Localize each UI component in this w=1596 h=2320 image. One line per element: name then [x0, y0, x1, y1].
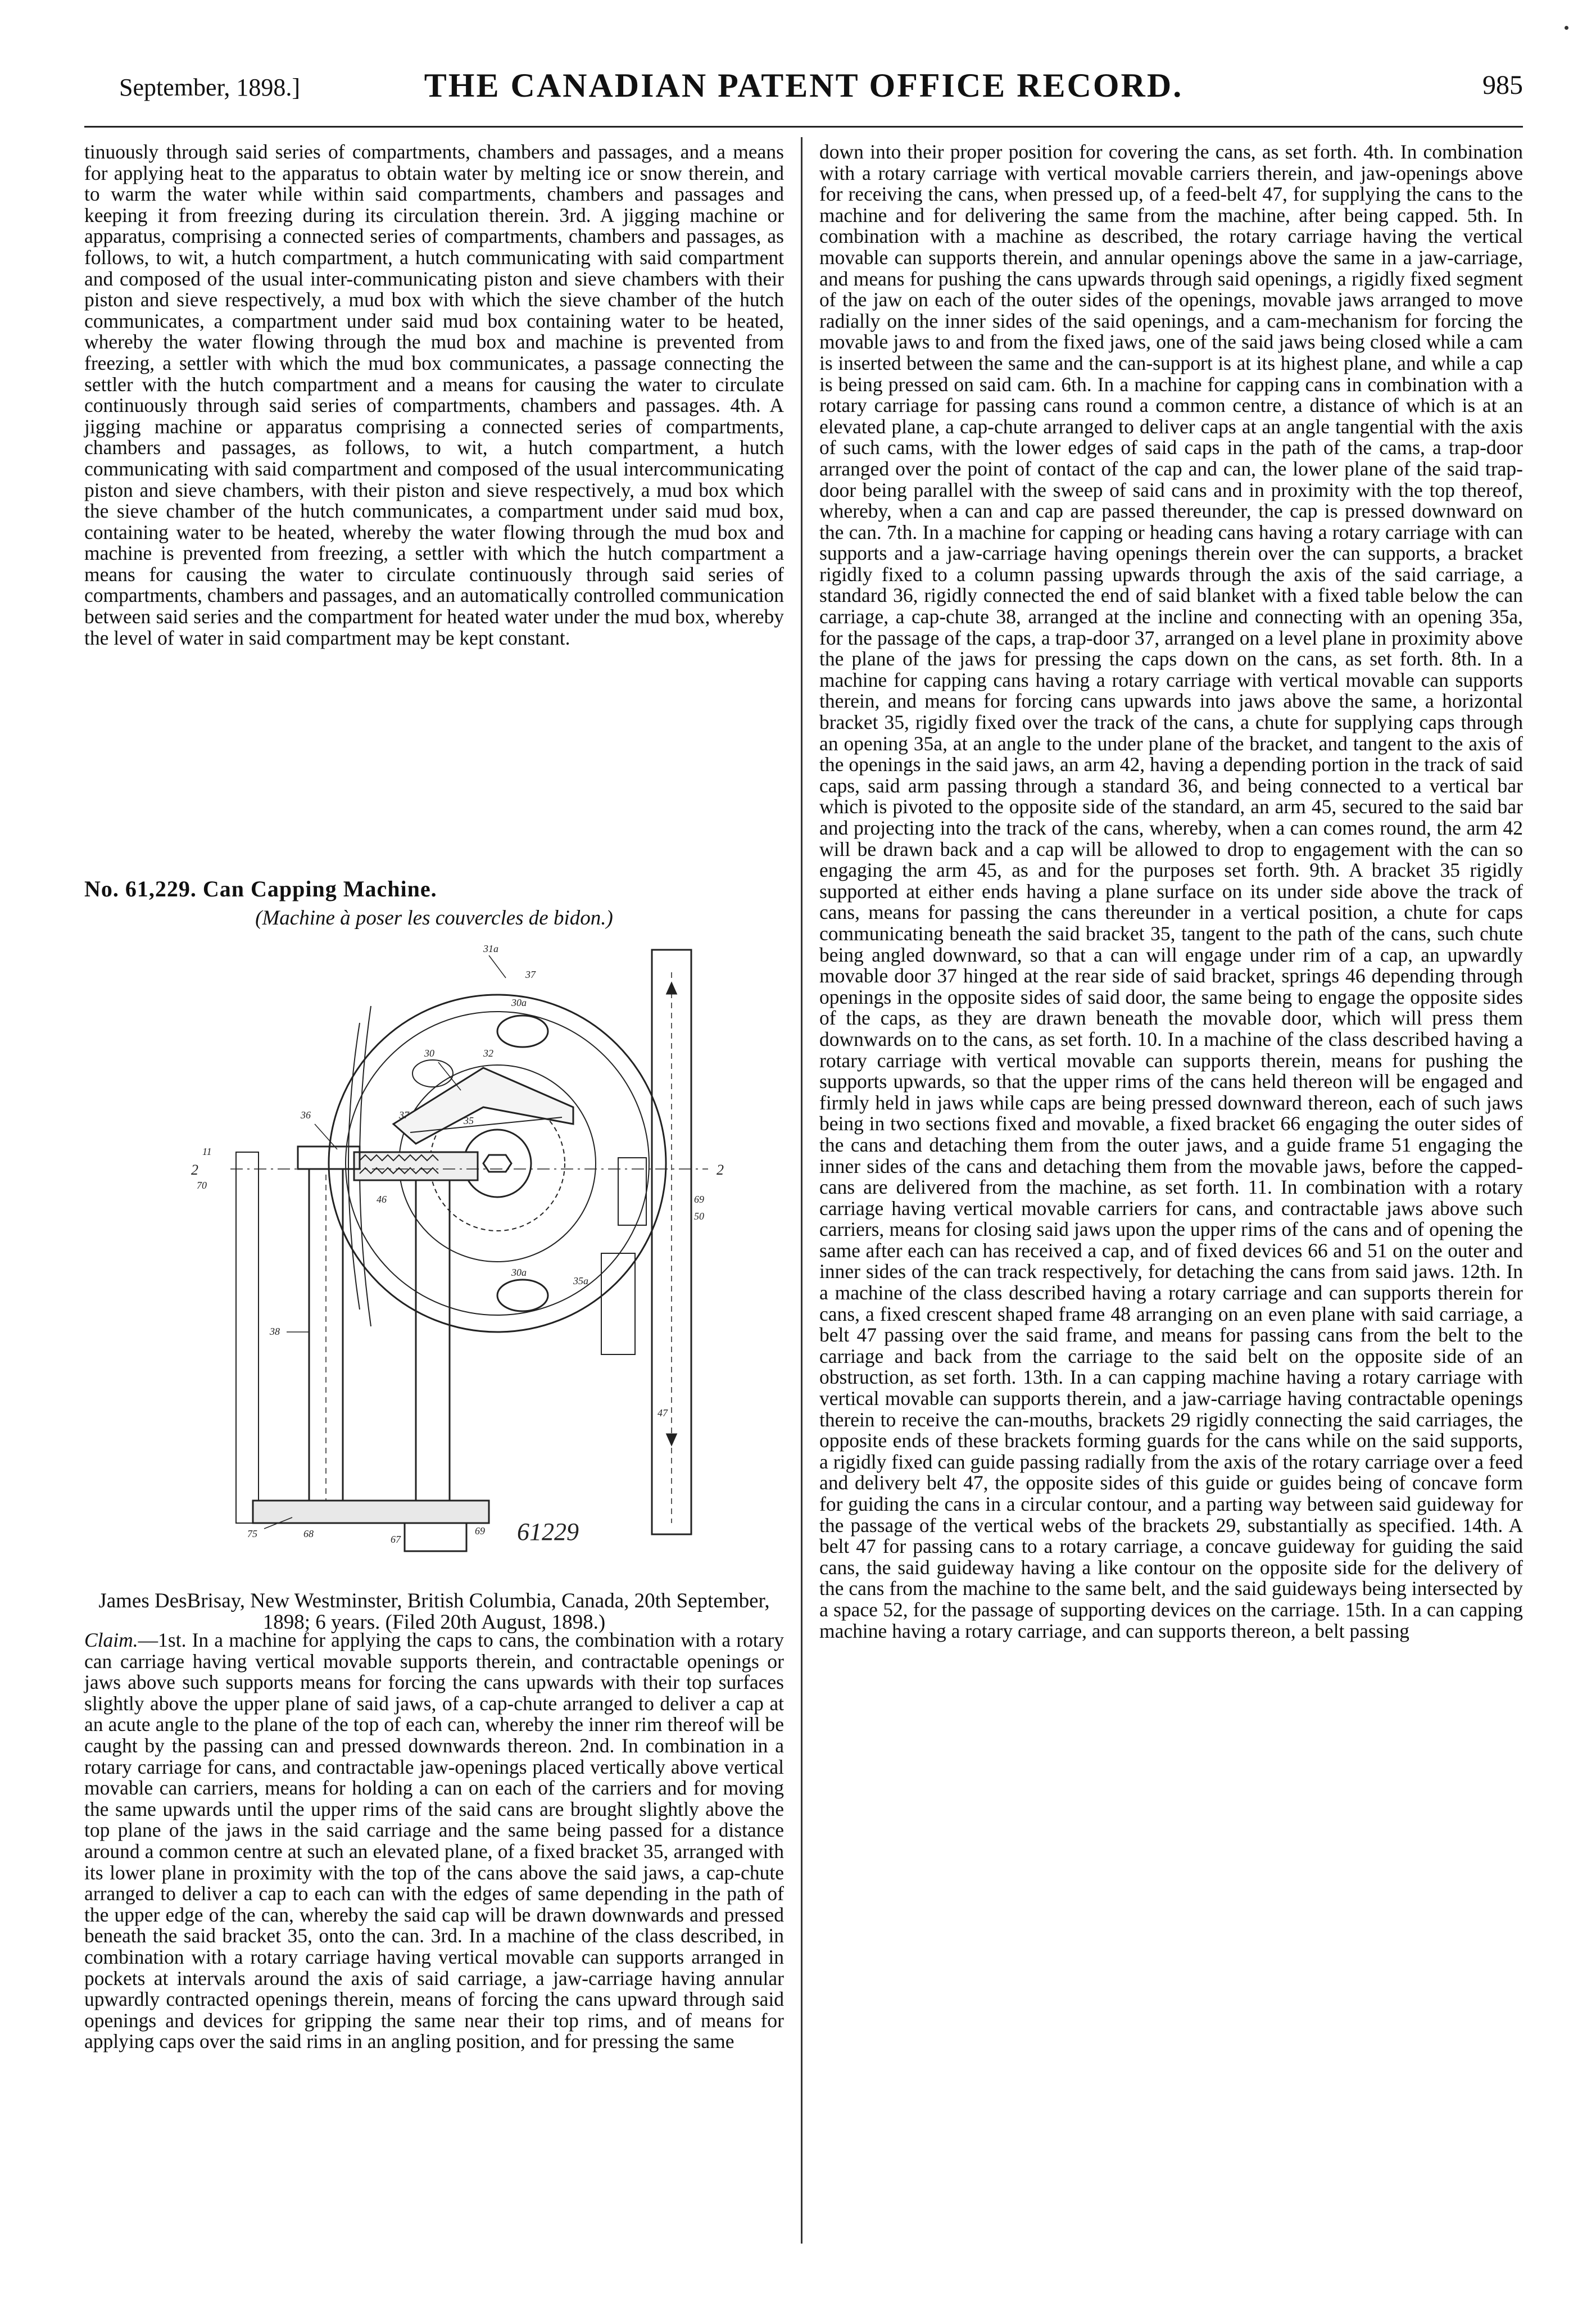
label-35a: 35a — [573, 1275, 588, 1286]
patent-drawing — [169, 939, 742, 1557]
ink-speck — [1565, 26, 1568, 30]
spring-block — [354, 1152, 478, 1180]
right-column — [819, 142, 1523, 1642]
right-column-claims-paragraph: down into their proper position for covering the cans, as set forth. 4th. In combination with a rotary carriage with vertical movable carriers therein, and jaw-openings above for receiving the cans, when pressed up, of a feed-belt 47, for supplying the cans to the machine and for delivering the same from the machine, after being capped. 5th. In combination with a machine as described, the rotary carriage having the vertical movable can supports therein, and annular openings above the same in a jaw-carriage, and means for pushing the cans upwards through said openings, a rigidly fixed segment of the jaw on each of the outer sides of the openings, movable jaws arranged to move radially on the inner sides of the said openings, and a cam-mechanism for forcing the movable jaws to and from the fixed jaws, one of the said jaws being closed while a cam is inserted between the same and the can-support is at its highest plane, and while a cap is being pressed on said cam. 6th. In a machine for capping cans in combination with a rotary carriage for passing cans round a common centre, a distance of which is at an elevated plane, a cap-chute arranged to deliver caps at an angle tangential with the axis of such cams, with the lower edges of said caps in the path of the cams, a trap-door arranged over the point of contact of the cap and can, the lower plane of the said trap-door being parallel with the sweep of said cans and in proximity with the top thereof, whereby, when a can and cap are passed thereunder, the cap is pressed downward on the can. 7th. In a machine for capping or heading cans having a rotary carriage with can supports and a jaw-carriage having openings therein over the can supports, a bracket rigidly fixed to a column passing upwards through the axis of the said carriage, a standard 36, rigidly connected the end of said blanket with a fixed table below the can carriage, a cap-chute 38, arranged at the incline and connecting with an opening 35a, for the passage of the caps, a trap-door 37, arranged on a level plane in proximity above the plane of the jaws for pressing the caps down on the cans, as set forth. 8th. In a machine for capping cans having a rotary carriage with vertical movable can supports therein, and means for forcing cans upwards into jaws above the same, a horizontal bracket 35, rigidly fixed over the track of the cans, a chute for supplying caps through an opening 35a, at an angle to the under plane of the bracket, and tangent to the axis of the openings in the said jaws, an arm 42, having a depending portion in the track of said caps, said arm passing through a standard 36, and being connected to a vertical bar which is pivoted to the opposite side of the standard, an arm 45, secured to the said bar and projecting into the track of the cans, whereby, when a can comes round, the arm 42 will be drawn back and a cap will be allowed to drop to engagement with the can so engaging the arm 45, as and for the purposes set forth. 9th. A bracket 35 rigidly supported at either ends having a plane surface on its under side above the track of cans, means for passing the cans thereunder in a vertical position, a chute for caps communicating beneath the said bracket 35, tangent to the path of the cans, such chute being angled downward, so that a can will engage under rim of a cap, an upwardly movable door 37 hinged at the rear side of said bracket, springs 46 depending through openings in the opposite sides of said door, the same being to engage the opposite sides of the caps, as they are drawn beneath the movable door, which will press them downwards on to the cans, as set forth. 10. In a machine of the class described having a rotary carriage with vertical movable can supports therein, means for pushing the supports upwards, so that the upper rims of the cans held thereon will be engaged and firmly held in jaws while caps are being pressed downward thereon, each of such jaws being in two sections fixed and movable, a fixed bracket 66 engaging the outer sides of the cans and detaching them from the outer jaws, and a guide frame 51 engaging the inner sides of the cans and detaching them from the movable jaws, before the capped-cans are delivered from the machine, as set forth. 11. In combination with a rotary carriage having vertical movable carriers for cans, and contractable jaws above such carriers, means for closing said jaws upon the upper rims of the cans and of opening the same after each can has received a cap, and of fixed devices 66 and 51 on the outer and inner sides of the can track respectively, for detaching the cans from said jaws. 12th. In a machine of the class described having a rotary carriage and can supports therein for cans, a fixed crescent shaped frame 48 arranging on an even plane with said carriage, a belt 47 passing over the said frame, and means for passing cans from the belt to the carriage and back from the carriage to the said belt on the opposite side of an obstruction, as set forth. 13th. In a can capping machine having a rotary carriage with vertical movable can supports therein, and a jaw-carriage having contractable openings therein to receive the can-mouths, brackets 29 rigidly connecting the said carriages, the opposite ends of these brackets forming guards for the cans while on the said supports, a rigidly fixed can guide passing radially from the axis of the rotary carriage over a feed and delivery belt 47, the opposite sides of this guide or guides being of concave form for guiding the cans in a circular contour, and a parting way between said guideway for the passage of the vertical webs of the brackets 29, substantially as specified. 14th. A belt 47 for passing cans to a rotary carriage, a concave guideway for guiding the said cans, the said guideway having a like contour on the opposite side for the delivery of the cans from the machine to the same belt, and the said guideways being intersected by a space 52, for the passage of supporting devices on the carriage. 15th. In a can capping machine having a rotary carriage, and can supports thereon, a belt passing — [819, 141, 1523, 1642]
column-divider — [801, 137, 802, 2244]
can-opening-bottom — [497, 1280, 548, 1311]
guide-bracket-69 — [618, 1158, 646, 1225]
label-68: 68 — [303, 1528, 314, 1539]
inventor-line: James DesBrisay, New Westminster, British Columbia, Canada, 20th September, 1898; 6 years. (Filed 20th August, 1898.) — [98, 1589, 770, 1634]
label-37b: 37 — [399, 1109, 409, 1121]
label-32: 32 — [483, 1048, 493, 1059]
label-2-left: 2 — [191, 1162, 198, 1178]
label-38: 38 — [270, 1326, 280, 1337]
lead-31a — [489, 955, 506, 978]
base-pedestal — [405, 1523, 466, 1551]
handwritten-patent-number: 61229 — [517, 1518, 579, 1546]
label-2-right: 2 — [717, 1162, 724, 1178]
label-11: 11 — [202, 1146, 212, 1157]
label-36: 36 — [301, 1109, 311, 1121]
claim-label: Claim. — [84, 1629, 138, 1651]
label-37: 37 — [525, 969, 536, 980]
label-30a-bottom: 30a — [511, 1267, 527, 1278]
label-35: 35 — [464, 1115, 474, 1126]
machine-base — [253, 1501, 489, 1523]
claims-paragraph — [84, 1630, 784, 2052]
label-30: 30 — [424, 1048, 434, 1059]
patent-subtitle: (Machine à poser les couvercles de bidon.) — [255, 907, 613, 930]
header-rule — [84, 126, 1523, 128]
journal-title: THE CANADIAN PATENT OFFICE RECORD. — [424, 67, 1184, 104]
lead-36 — [315, 1124, 337, 1149]
page-number: 985 — [1482, 70, 1523, 100]
can-capping-machine-drawing — [169, 939, 742, 1557]
far-left-post — [236, 1152, 259, 1523]
patent-heading: No. 61,229. Can Capping Machine. — [84, 876, 437, 901]
claim-text: —1st. In a machine for applying the caps to cans, the combination with a rotary can carriage having vertical movable supports therein, and contractable openings or jaws above such supports means for forcing the cans upwards with their top surfaces slightly above the upper plane of said jaws, of a cap-chute arranged to deliver a cap at an acute angle to the plane of the top of each can, whereby the inner rim thereof will be caught by the passing can and pressed downwards thereon. 2nd. In combination in a rotary carriage for cans, and contractable jaw-openings placed vertically above vertical movable can carriers, means for holding a can on each of the carriers and for moving the same upwards until the upper rims of the said cans are brought slightly above the top plane of the jaws in the said carriage and the same being passed for a distance around a common centre at such an elevated plane, of a fixed bracket 35, arranged with its lower plane in proximity with the top of the cans above the said jaws, a cap-chute arranged to deliver a cap to each can with the edges of same depending in the path of the upper edge of the can, whereby the said cap will be drawn downwards and pressed beneath the said bracket 35, onto the can. 3rd. In a machine of the class described, in combination with a rotary carriage having vertical movable can supports arranged in pockets at intervals around the axis of said carriage, a jaw-carriage having annular upwardly contracted openings therein, means of forcing the cans upward through said openings and devices for gripping the same near their top rims, and of means for applying caps over the said rims in an angling position, and for pressing the same — [84, 1629, 784, 2053]
feed-belt-arrow-up — [667, 984, 676, 994]
label-47: 47 — [658, 1407, 668, 1419]
label-70: 70 — [197, 1180, 207, 1191]
feed-belt-arrow-down — [667, 1434, 676, 1444]
center-column — [416, 1180, 450, 1517]
label-50: 50 — [694, 1211, 704, 1222]
left-column-claims — [84, 1630, 784, 2052]
left-column-continued-text — [84, 142, 784, 649]
drawing-labels — [191, 943, 724, 1546]
left-column — [309, 1169, 343, 1517]
label-46: 46 — [377, 1194, 387, 1205]
continued-claims-paragraph: tinuously through said series of compartments, chambers and passages, and a means for applying heat to the apparatus to obtain water by melting ice or snow therein, and to warm the water while within said compartments, chambers and passages and keeping it from freezing during its circulation therein. 3rd. A jigging machine or apparatus, comprising a connected series of compartments, chambers and passages, as follows, to wit, a hutch compartment, a hutch communicating with said compartment and composed of the usual inter-communicating piston and sieve chambers with their piston and sieve respectively, a mud box with which the sieve chamber of the hutch communicates, a compartment under said mud box containing water to be heated, whereby the water flowing through the mud box and machine is prevented from freezing, a settler with which the mud box communicates, a passage connecting the settler with the hutch compartment and a means for causing the water to circulate continuously through said series of compartments, chambers and passages. 4th. A jigging machine or apparatus comprising a connected series of compartments, chambers and passages, as follows, to wit, a hutch compartment, a hutch communicating with said compartment and composed of the usual intercommunicating piston and sieve chambers, with their piston and sieve respectively, a mud box which the sieve chamber of the hutch communicates, a compartment under said mud box, containing water to be heated, whereby the water flowing through the mud box and machine is prevented from freezing, a settler with which the hutch compartment a means for causing the water to circulate continuously through said series of compartments, chambers and passages, and an automatically controlled communication between said series and the compartment for heated water under the mud box, whereby the level of water in said compartment may be kept constant. — [84, 141, 784, 649]
can-opening-top — [497, 1016, 548, 1047]
header-date: September, 1898.] — [119, 74, 301, 101]
label-69b: 69 — [475, 1525, 485, 1537]
label-67: 67 — [391, 1534, 401, 1545]
label-30a-top: 30a — [511, 997, 527, 1008]
page-header — [84, 66, 1523, 117]
label-75: 75 — [247, 1528, 257, 1539]
label-31a: 31a — [483, 943, 498, 954]
label-69: 69 — [694, 1194, 704, 1205]
